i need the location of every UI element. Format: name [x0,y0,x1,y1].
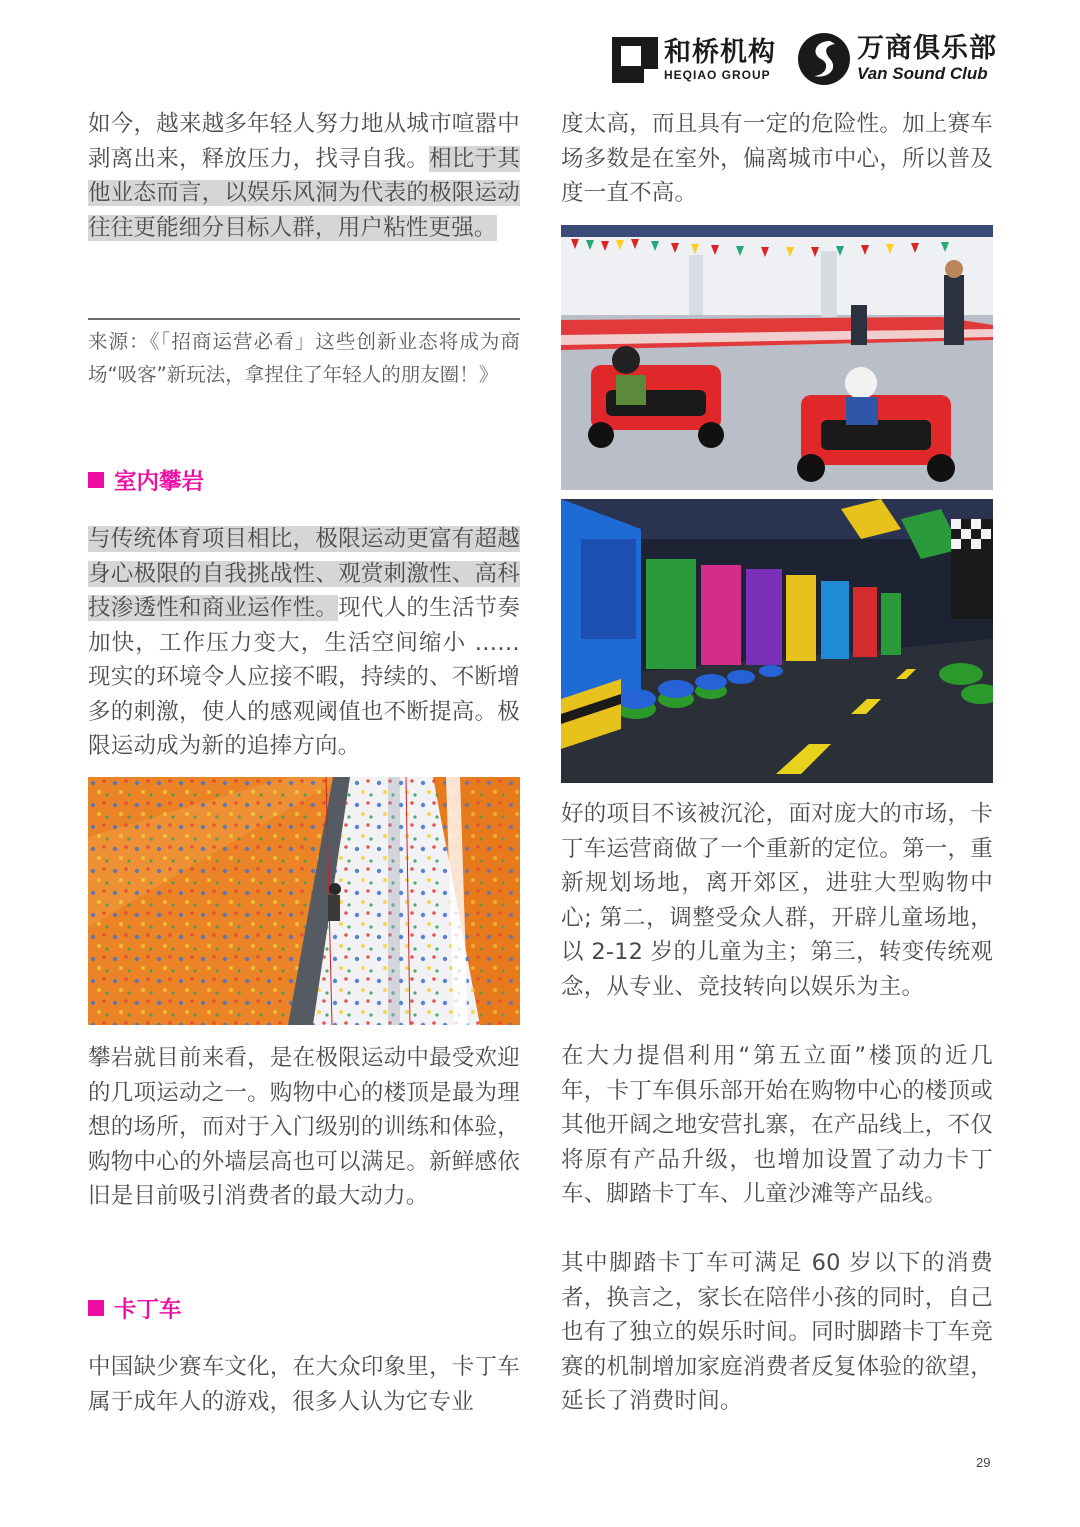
kart-pedal-paragraph: 其中脚踏卡丁车可满足 60 岁以下的消费者，换言之，家长在陪伴小孩的同时，自己也有了独立的娱乐时间。同时脚踏卡丁车竞赛的机制增加家庭消费者反复体验的欲望，延长了消费时间。 [561,1250,993,1414]
intro-highlight-text: 相比于其他业态而言，以娱乐风洞为代表的极限运动往往更能细分目标人群，用户粘性更强。 [88,145,520,241]
climbing-plain-text: 现代人的生活节奏加快，工作压力变大，生活空间缩小 …… 现实的环境令人应接不暇，持续的、不断增多的刺激，使人的感观阈值也不断提高。极限运动成为新的追捧方向。 [88,595,520,759]
climbing-highlight-text: 与传统体育项目相比，极限运动更富有超越身心极限的自我挑战性、观赏刺激性、高科技渗透性和商业运作性。 [88,526,520,621]
heading-square-icon [88,472,104,488]
page-number: 29 [976,1455,991,1470]
heqiao-logo-cn: 和桥机构 [664,37,776,68]
van-sound-logo [797,32,997,86]
heading-label: 卡丁车 [114,1297,182,1323]
climbing-wall-photo [88,777,520,1025]
intro-paragraph [88,107,520,245]
heqiao-logo [612,36,776,84]
kart-track-photo [561,225,993,490]
climbing-intro-paragraph [88,522,520,764]
intro-plain-text: 如今，越来越多年轻人努力地从城市喧嚣中剥离出来，释放压力，找寻自我。 [88,111,520,172]
climbing-body-paragraph: 攀岩就目前来看，是在极限运动中最受欢迎的几项运动之一。购物中心的楼顶是最为理想的场所，而对于入门级别的训练和体验，购物中心的外墙层高也可以满足。新鲜感依旧是目前吸引消费者的最大动力。 [88,1045,520,1209]
kart-indoor-track-photo [561,499,993,783]
section-heading-climbing [88,464,204,496]
section-heading-kart [88,1292,182,1324]
van-sound-logo-mark-icon [797,32,851,86]
van-sound-logo-en: Van Sound Club [857,64,988,83]
kart-continued-paragraph: 度太高，而且具有一定的危险性。加上赛车场多数是在室外，偏离城市中心，所以普及度一直不高。 [561,111,993,206]
kart-repositioning-paragraph: 好的项目不该被沉沦，面对庞大的市场，卡丁车运营商做了一个重新的定位。第一，重新规划场地，离开郊区，进驻大型购物中心; 第二，调整受众人群，开辟儿童场地，以 2-12 岁的儿童为主；第三，转变传统观念，从专业、竞技转向以娱乐为主。 [561,801,993,1000]
heading-label: 室内攀岩 [114,469,205,495]
heading-square-icon [88,1300,104,1316]
source-divider [88,318,520,320]
source-citation: 来源：《「招商运营必看」这些创新业态将成为商场“吸客”新玩法，拿捏住了年轻人的朋友圈！》 [88,330,520,386]
kart-intro-paragraph: 中国缺少赛车文化，在大众印象里，卡丁车属于成年人的游戏，很多人认为它专业 [88,1354,520,1415]
van-sound-logo-cn: 万商俱乐部 [857,33,997,64]
heqiao-logo-mark-icon [612,37,658,83]
kart-rooftop-paragraph: 在大力提倡利用“第五立面”楼顶的近几年，卡丁车俱乐部开始在购物中心的楼顶或其他开阔之地安营扎寨，在产品线上，不仅将原有产品升级，也增加设置了动力卡丁车、脚踏卡丁车、儿童沙滩等产品线。 [561,1043,993,1207]
heqiao-logo-en: HEQIAO GROUP [664,68,771,82]
